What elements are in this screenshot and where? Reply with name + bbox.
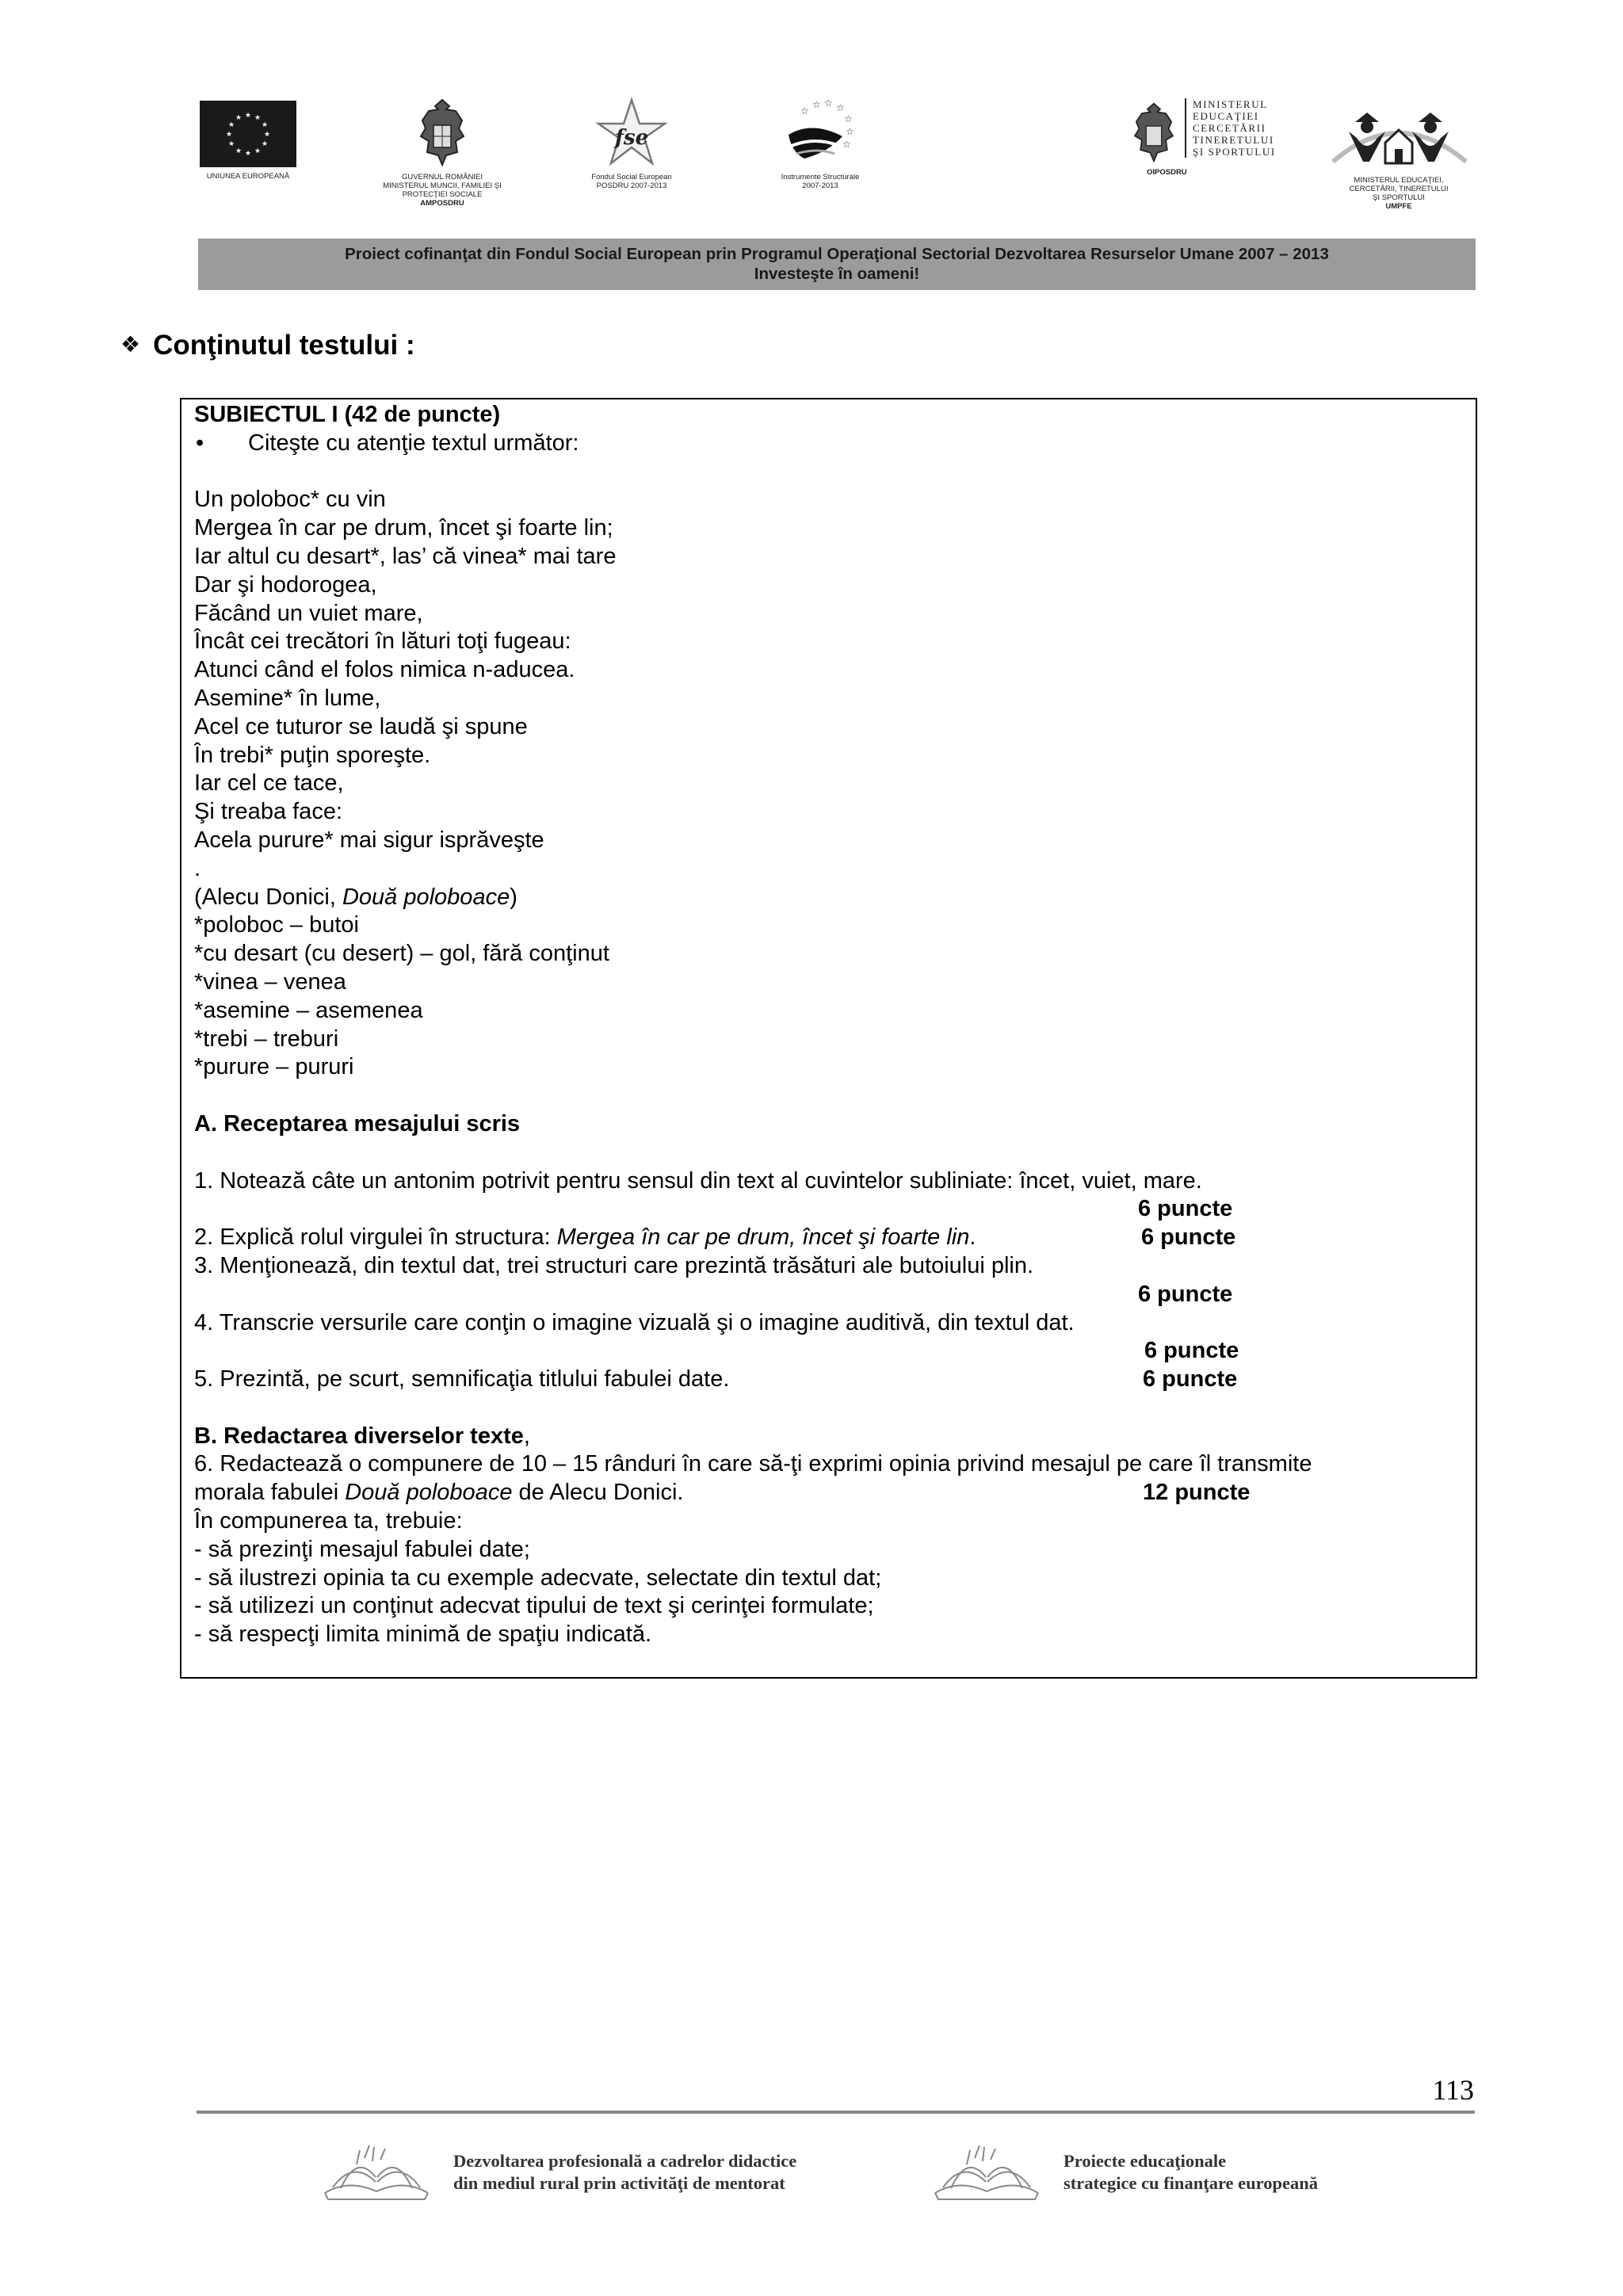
question-1: 1. Notează câte un antonim potrivit pentru sensul din text al cuvintelor subliniate: încet, vuiet, mare.	[194, 1167, 1202, 1194]
attribution-close: )	[510, 884, 517, 910]
bullet-dot-icon: •	[196, 430, 204, 456]
footer-divider	[197, 2111, 1475, 2114]
poem-line: Dar şi hodorogea,	[194, 571, 377, 598]
question-3-points: 6 puncte	[1138, 1281, 1233, 1307]
ministry-coat-of-arms-icon	[1129, 98, 1178, 166]
question-6-author: de Alecu Donici.	[512, 1480, 684, 1506]
svg-text:☆: ☆	[800, 105, 809, 117]
coat-of-arms-icon	[414, 97, 470, 168]
glossary-item: *vinea – venea	[194, 968, 346, 995]
question-1-points-row	[194, 1195, 1462, 1224]
question-5-text: 5. Prezintă, pe scurt, semnificaţia titlului fabulei date.	[194, 1366, 730, 1392]
ministry-name	[1185, 98, 1276, 158]
section-a-heading	[194, 1110, 1462, 1139]
section-b-letter: B	[194, 1423, 211, 1449]
test-content	[194, 401, 1462, 1649]
svg-text:★: ★	[244, 150, 252, 158]
umpfe-caption-1: MINISTERUL EDUCAŢIEI,	[1354, 176, 1444, 185]
banner-line-1: Proiect cofinanţat din Fondul Social European prin Programul Operaţional Sectorial Dezvoltarea Resurselor Umane 2007 – 2013	[345, 245, 1329, 263]
footer-caption-left-line-2: din mediul rural prin activităţi de mentorat	[453, 2173, 785, 2193]
footer-caption-left	[453, 2150, 796, 2195]
fse-caption-2: POSDRU 2007-2013	[596, 181, 667, 190]
requirement-item: - să respecţi limita minimă de spaţiu indicată.	[194, 1622, 652, 1648]
poem-line: Şi treaba face:	[194, 799, 342, 825]
poem-line: Făcând un vuiet mare,	[194, 600, 423, 626]
question-6-text: morala fabulei	[194, 1480, 346, 1506]
section-heading-text: Conţinutul testului :	[153, 330, 415, 361]
attribution	[194, 884, 1462, 912]
requirement-item: - să prezinţi mesajul fabulei date;	[194, 1536, 530, 1562]
government-caption-3: PROTECŢIEI SOCIALE	[402, 190, 483, 199]
question-2-points: 6 puncte	[1141, 1224, 1236, 1251]
eu-logo	[189, 101, 307, 181]
question-2	[194, 1224, 1462, 1252]
svg-text:★: ★	[254, 114, 262, 122]
ministry-line-3: CERCETĂRII	[1193, 122, 1266, 134]
diamond-bullet-icon: ❖	[120, 332, 141, 357]
svg-text:★: ★	[225, 131, 233, 139]
banner-line-2: Investeşte în oameni!	[754, 265, 920, 283]
ministry-line-2: EDUCAŢIEI	[1193, 110, 1259, 122]
glossary-item: *cu desart (cu desert) – gol, fără conţinut	[194, 941, 609, 967]
poem-line: Încât cei trecători în lături toţi fugeau:	[194, 628, 571, 655]
ministry-line-5: ŞI SPORTULUI	[1193, 146, 1276, 158]
glossary-item: *purure – pururi	[194, 1054, 354, 1080]
government-logo	[363, 97, 521, 208]
glossary-item: *poloboc – butoi	[194, 912, 359, 938]
structural-instruments-logo	[757, 97, 884, 190]
svg-text:☆: ☆	[844, 113, 853, 124]
question-1-points: 6 puncte	[1138, 1196, 1233, 1222]
attribution-title: Două poloboace	[342, 884, 510, 910]
umpfe-logo	[1319, 98, 1478, 211]
umpfe-caption-3: ŞI SPORTULUI	[1373, 193, 1425, 202]
section-a-letter: A	[194, 1110, 211, 1137]
poem-line: Acel ce tuturor se laudă şi spune	[194, 713, 528, 739]
glossary	[194, 911, 1462, 1082]
structural-instruments-caption-2: 2007-2013	[802, 181, 838, 190]
footer-caption-right-line-1: Proiecte educaţionale	[1064, 2151, 1227, 2171]
project-banner	[198, 239, 1476, 290]
glossary-item: *asemine – asemenea	[194, 997, 423, 1023]
svg-text:★: ★	[261, 140, 269, 148]
question-5	[194, 1366, 1462, 1394]
eu-flag-icon	[200, 101, 296, 167]
footer-caption-right-line-2: strategice cu finanţare europeană	[1064, 2173, 1318, 2193]
svg-text:★: ★	[261, 121, 269, 129]
fable-poem	[194, 486, 1462, 883]
umpfe-caption-2: CERCETĂRII, TINERETULUI	[1349, 185, 1449, 193]
question-3: 3. Menţionează, din textul dat, trei structuri care prezintă trăsături ale butoiului plin.	[194, 1252, 1034, 1278]
requirements-list	[194, 1536, 1462, 1649]
svg-text:★: ★	[244, 112, 252, 120]
section-heading	[120, 330, 415, 363]
poem-line: Iar cel ce tace,	[194, 770, 344, 797]
poem-line: .	[194, 855, 201, 881]
question-2-text: 2. Explică rolul virgulei în structura:	[194, 1224, 557, 1251]
glossary-item: *trebi – treburi	[194, 1026, 339, 1052]
svg-text:☆: ☆	[836, 102, 845, 113]
structural-instruments-caption-1: Instrumente Structurale	[781, 173, 860, 181]
subject-title: SUBIECTUL I (42 de puncte)	[194, 402, 501, 427]
question-2-quote: Mergea în car pe drum, încet şi foarte lin	[556, 1224, 970, 1251]
umpfe-caption-bold: UMPFE	[1385, 202, 1412, 211]
svg-text:☆: ☆	[824, 97, 833, 109]
question-6-continued	[194, 1479, 1462, 1507]
footer-caption-right	[1064, 2150, 1318, 2195]
svg-text:☆: ☆	[842, 139, 851, 150]
question-6-points: 12 puncte	[1143, 1480, 1251, 1506]
government-caption-bold: AMPOSDRU	[420, 199, 464, 208]
structural-instruments-icon	[781, 97, 860, 170]
fse-logo	[564, 97, 699, 190]
poem-line: În trebi* puţin sporeşte.	[194, 742, 431, 768]
poem-line: Mergea în car pe drum, încet şi foarte lin;	[194, 515, 613, 541]
page-number: 113	[1432, 2074, 1474, 2106]
question-3-points-row	[194, 1281, 1462, 1309]
fse-star-icon	[595, 97, 668, 170]
fse-caption-1: Fondul Social European	[591, 173, 672, 181]
question-4: 4. Transcrie versurile care conţin o imagine vizuală şi o imagine auditivă, din textul dat.	[194, 1309, 1075, 1335]
attribution-author: (Alecu Donici,	[194, 884, 342, 910]
poem-line: Asemine* în lume,	[194, 685, 381, 711]
umpfe-icon	[1323, 98, 1474, 174]
ministry-line-4: TINERETULUI	[1193, 134, 1274, 146]
section-b-comma: ,	[523, 1423, 530, 1449]
requirements-intro: În compunerea ta, trebuie:	[194, 1508, 463, 1534]
section-b-heading	[194, 1423, 1462, 1451]
svg-text:☆: ☆	[846, 126, 854, 137]
requirement-item: - să ilustrezi opinia ta cu exemple adecvate, selectate din textul dat;	[194, 1564, 882, 1591]
section-a-title: . Receptarea mesajului scris	[210, 1110, 521, 1137]
question-4-points: 6 puncte	[1144, 1338, 1239, 1364]
svg-text:★: ★	[254, 147, 262, 155]
question-2-end: .	[969, 1224, 976, 1251]
svg-text:★: ★	[227, 121, 235, 129]
section-b-title: . Redactarea diverselor texte	[210, 1423, 524, 1449]
open-book-icon-left	[317, 2144, 436, 2203]
oiposdru-logo	[1129, 98, 1312, 177]
government-caption-2: MINISTERUL MUNCII, FAMILIEI ŞI	[383, 181, 502, 190]
poem-line: Atunci când el folos nimica n-aducea.	[194, 657, 575, 683]
question-5-points: 6 puncte	[1143, 1366, 1238, 1392]
footer-caption-left-line-1: Dezvoltarea profesională a cadrelor didactice	[453, 2151, 797, 2171]
svg-text:★: ★	[227, 140, 235, 148]
poem-line: Un poloboc* cu vin	[194, 487, 386, 513]
question-6: 6. Redactează o compunere de 10 – 15 rânduri în care să-ţi exprimi opinia privind mesajul pe care îl transmite	[194, 1451, 1312, 1477]
eu-caption: UNIUNEA EUROPEANĂ	[206, 172, 290, 181]
svg-text:★: ★	[235, 114, 242, 122]
instruction	[194, 430, 1462, 458]
poem-line: Iar altul cu desart*, las’ că vinea* mai tare	[194, 543, 617, 569]
fse-mark: fse	[614, 126, 649, 150]
question-4-points-row	[194, 1337, 1462, 1366]
government-caption-1: GUVERNUL ROMÂNIEI	[401, 173, 483, 181]
svg-text:★: ★	[235, 147, 242, 155]
svg-text:★: ★	[263, 131, 271, 139]
svg-text:☆: ☆	[812, 99, 821, 110]
instruction-text: Citeşte cu atenţie textul următor:	[248, 430, 579, 456]
open-book-icon-right	[927, 2144, 1046, 2203]
question-6-title: Două poloboace	[345, 1480, 513, 1506]
poem-line: Acela purure* mai sigur isprăveşte	[194, 827, 544, 853]
oiposdru-caption: OIPOSDRU	[1147, 168, 1187, 177]
ministry-line-1: MINISTERUL	[1193, 98, 1268, 110]
requirement-item: - să utilizezi un conţinut adecvat tipului de text şi cerinţei formulate;	[194, 1593, 874, 1619]
